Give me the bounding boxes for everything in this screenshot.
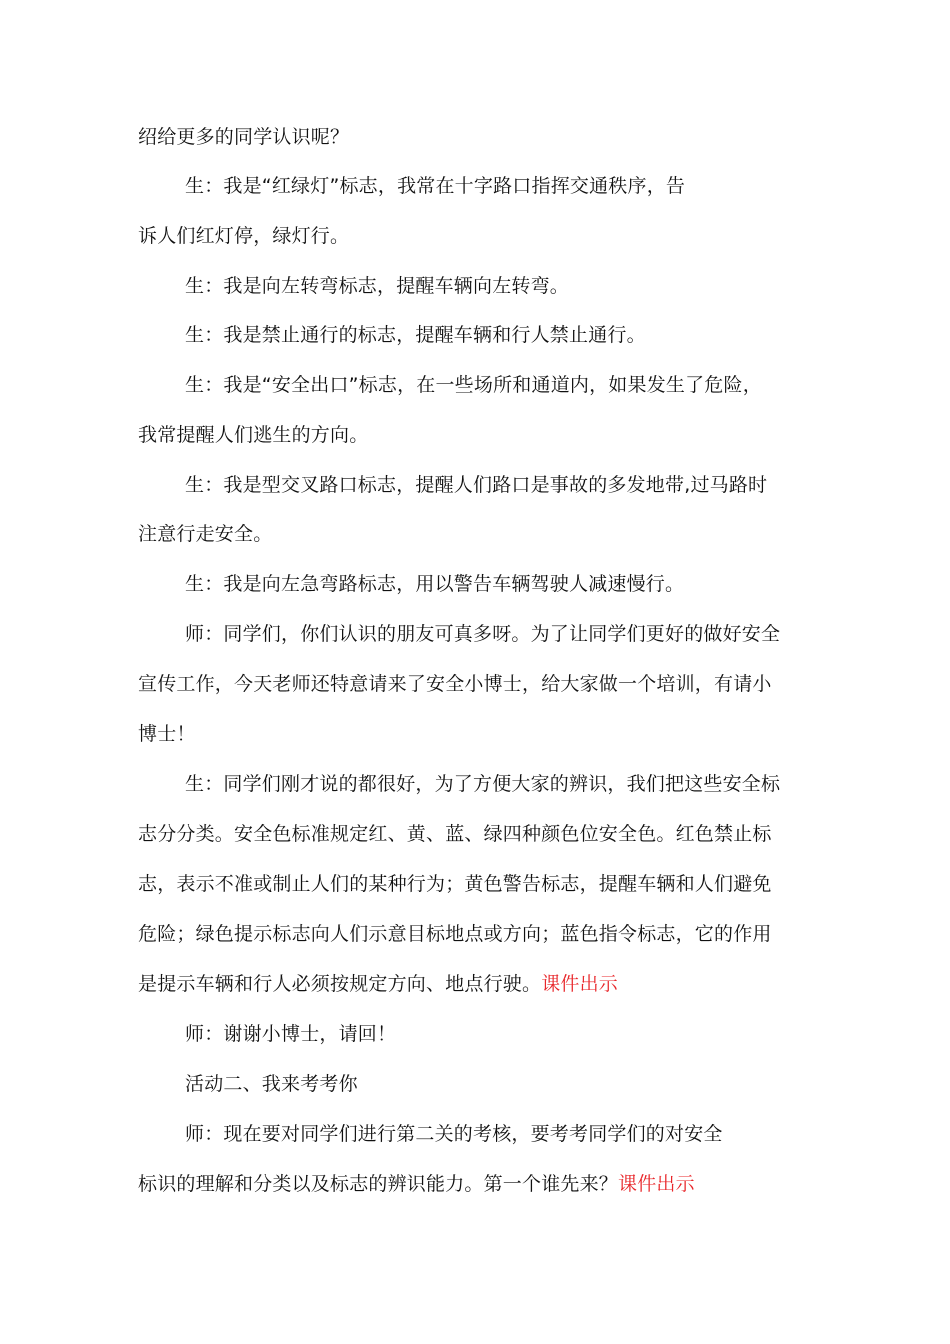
text-line: 志，表示不准或制止人们的某种行为；黄色警告标志，提醒车辆和人们避免 bbox=[138, 873, 772, 895]
text-line: 生：我是“红绿灯”标志，我常在十字路口指挥交通秩序，告 bbox=[185, 175, 686, 197]
courseware-label: 课件出示 bbox=[618, 1173, 695, 1195]
text-line: 绍给更多的同学认识呢？ bbox=[138, 126, 350, 148]
text-segment: 是提示车辆和行人必须按规定方向、地点行驶。 bbox=[138, 973, 542, 995]
courseware-label: 课件出示 bbox=[541, 973, 619, 995]
text-line: 生：我是向左转弯标志，提醒车辆向左转弯。 bbox=[185, 275, 570, 297]
text-line: 生：我是型交叉路口标志，提醒人们路口是事故的多发地带,过马路时 bbox=[185, 474, 768, 496]
text-line: 师：谢谢小博士，请回！ bbox=[185, 1023, 397, 1045]
text-line: 宣传工作，今天老师还特意请来了安全小博士，给大家做一个培训，有请小 bbox=[138, 673, 772, 695]
text-line: 危险；绿色提示标志向人们示意目标地点或方向；蓝色指令标志，它的作用 bbox=[138, 923, 772, 945]
text-segment: 标识的理解和分类以及标志的辨识能力。第一个谁先来？ bbox=[138, 1173, 619, 1195]
section-heading: 活动二、我来考考你 bbox=[185, 1073, 358, 1095]
text-line: 诉人们红灯停，绿灯行。 bbox=[138, 225, 350, 247]
text-line: 博士！ bbox=[138, 723, 196, 745]
text-line: 志分分类。安全色标准规定红、黄、蓝、绿四种颜色位安全色。红色禁止标 bbox=[138, 823, 772, 845]
text-line: 师：现在要对同学们进行第二关的考核，要考考同学们的对安全 bbox=[185, 1123, 723, 1145]
text-line: 生：同学们刚才说的都很好，为了方便大家的辨识，我们把这些安全标 bbox=[185, 773, 781, 795]
text-line: 注意行走安全。 bbox=[138, 523, 273, 545]
text-line: 我常提醒人们逃生的方向。 bbox=[138, 424, 369, 446]
text-line: 生：我是向左急弯路标志，用以警告车辆驾驶人减速慢行。 bbox=[185, 573, 685, 595]
text-line: 生：我是禁止通行的标志，提醒车辆和行人禁止通行。 bbox=[185, 324, 646, 346]
text-line bbox=[138, 972, 618, 996]
text-line: 师：同学们，你们认识的朋友可真多呀。为了让同学们更好的做好安全 bbox=[185, 623, 781, 645]
text-line: 生：我是“安全出口”标志，在一些场所和通道内，如果发生了危险， bbox=[185, 374, 762, 396]
text-line bbox=[138, 1172, 695, 1196]
